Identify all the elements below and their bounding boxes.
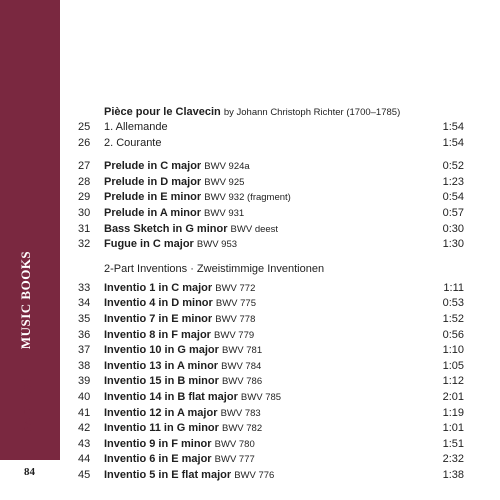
track-row: [78, 421, 464, 437]
track-number: 36: [78, 328, 91, 341]
track-title: [104, 468, 274, 484]
track-catalog-number: BWV 781: [221, 345, 263, 357]
track-name: Inventio 10 in G major: [104, 344, 219, 357]
track-title: [104, 222, 278, 238]
track-name: Prelude in A minor: [104, 206, 201, 219]
track-catalog-number: BWV 784: [221, 360, 262, 372]
track-duration: 1:01: [442, 422, 464, 435]
track-catalog-number: BWV 931: [204, 207, 245, 219]
track-title: [104, 374, 262, 390]
track-title: [104, 437, 255, 453]
track-catalog-number: BWV deest: [230, 223, 279, 235]
track-name: Inventio 5 in E flat major: [104, 468, 232, 481]
track-row: [78, 281, 464, 297]
track-title: [104, 281, 255, 297]
track-number: 26: [78, 136, 91, 149]
volume-title: BACH 333: [20, 378, 35, 434]
track-catalog-number: BWV 777: [214, 454, 255, 466]
track-name: Inventio 4 in D minor: [104, 297, 213, 310]
track-number: 45: [78, 468, 91, 481]
page-number: 84: [24, 466, 35, 478]
track-row: [78, 390, 464, 406]
track-name: Inventio 15 in B minor: [104, 375, 219, 388]
track-number: 27: [78, 160, 91, 173]
track-catalog-number: BWV 924a: [204, 161, 250, 173]
track-number: 35: [78, 312, 91, 325]
track-row: [78, 359, 464, 375]
track-number: 32: [78, 238, 91, 251]
track-duration: 1:54: [442, 136, 464, 149]
track-name: Inventio 9 in F minor: [104, 437, 212, 450]
track-row: [78, 296, 464, 312]
tracklist: [78, 104, 464, 483]
track-number: 37: [78, 344, 91, 357]
track-duration: 1:10: [442, 344, 464, 357]
track-number: 33: [78, 281, 91, 294]
track-number: 42: [78, 422, 91, 435]
track-name: Inventio 12 in A major: [104, 406, 218, 419]
track-row: [78, 437, 464, 453]
track-number: 40: [78, 390, 91, 403]
track-row: [78, 190, 464, 206]
track-title: [104, 136, 161, 152]
track-catalog-number: BWV 925: [204, 176, 245, 188]
track-duration: 0:53: [442, 297, 464, 310]
track-duration: 2:01: [442, 390, 464, 403]
track-duration: 0:54: [442, 191, 464, 204]
track-catalog-number: BWV 772: [215, 282, 256, 294]
track-duration: 1:30: [442, 238, 464, 251]
track-row: [78, 237, 464, 253]
track-name: Prelude in E minor: [104, 191, 202, 204]
track-title: [104, 206, 244, 222]
track-catalog-number: BWV 783: [220, 407, 261, 419]
track-name: 1. Allemande: [104, 121, 168, 133]
track-duration: 1:12: [442, 375, 464, 388]
track-row: [78, 159, 464, 175]
track-duration: 1:05: [442, 359, 464, 372]
track-duration: 0:52: [442, 160, 464, 173]
track-duration: 1:52: [442, 312, 464, 325]
track-row: [78, 406, 464, 422]
track-catalog-number: BWV 780: [214, 438, 255, 450]
track-title: [104, 343, 262, 359]
track-number: 38: [78, 359, 91, 372]
track-title: [104, 421, 262, 437]
track-name: Inventio 1 in C major: [104, 281, 213, 294]
track-catalog-number: BWV 779: [214, 329, 255, 341]
track-name: Inventio 8 in F major: [104, 328, 211, 341]
track-name: Fugue in C major: [104, 238, 194, 251]
track-duration: 0:56: [442, 328, 464, 341]
track-row: [78, 312, 464, 328]
track-duration: 1:38: [442, 468, 464, 481]
track-row: [78, 343, 464, 359]
track-name: Inventio 14 in B flat major: [104, 390, 238, 403]
track-name: Inventio 13 in A minor: [104, 359, 219, 372]
track-name: 2. Courante: [104, 136, 162, 149]
track-duration: 1:19: [442, 406, 464, 419]
track-name: Prelude in C major: [104, 160, 202, 173]
track-number: 34: [78, 297, 91, 310]
track-duration: 0:57: [442, 206, 464, 219]
series-title: MUSIC BOOKS: [18, 250, 33, 350]
track-title: [104, 190, 291, 206]
track-row: [78, 374, 464, 390]
track-title: [104, 175, 244, 191]
spacer: [78, 151, 464, 159]
section-title: Pièce pour le Clavecin: [104, 106, 221, 118]
track-number: 41: [78, 406, 91, 419]
track-catalog-number: BWV 785: [240, 391, 282, 403]
track-row: [78, 120, 464, 136]
track-catalog-number: BWV 775: [215, 298, 256, 310]
track-number: 44: [78, 453, 91, 466]
track-row: [78, 452, 464, 468]
track-number: 25: [78, 121, 91, 133]
track-duration: 2:32: [442, 453, 464, 466]
track-title: [104, 120, 168, 136]
track-title: [104, 312, 255, 328]
track-row: [78, 206, 464, 222]
track-catalog-number: BWV 786: [221, 376, 263, 388]
track-duration: 0:30: [442, 222, 464, 235]
track-name: Inventio 11 in G minor: [104, 422, 219, 435]
track-row: [78, 328, 464, 344]
track-title: [104, 390, 281, 406]
track-row: [78, 222, 464, 238]
track-name: Inventio 7 in E minor: [104, 312, 213, 325]
track-catalog-number: BWV 782: [221, 423, 263, 435]
section-2-tracks: [78, 159, 464, 253]
track-duration: 1:23: [442, 175, 464, 188]
track-row: [78, 175, 464, 191]
track-number: 39: [78, 375, 91, 388]
track-number: 43: [78, 437, 91, 450]
spacer: [78, 253, 464, 261]
track-number: 28: [78, 175, 91, 188]
section-composer: by Johann Christoph Richter (1700–1785): [223, 107, 401, 118]
track-row: [78, 468, 464, 484]
track-name: Inventio 6 in E major: [104, 453, 212, 466]
section-3-tracks: [78, 281, 464, 484]
section-1-tracks: [78, 120, 464, 151]
track-title: [104, 328, 254, 344]
track-number: 29: [78, 191, 91, 204]
track-name: Bass Sketch in G minor: [104, 222, 228, 235]
track-number: 31: [78, 222, 91, 235]
section-heading-inventions: 2-Part Inventions · Zweistimmige Inventionen: [104, 262, 325, 275]
track-catalog-number: BWV 776: [234, 469, 275, 481]
track-title: [104, 406, 261, 422]
track-title: [104, 452, 255, 468]
track-catalog-number: BWV 953: [196, 239, 238, 251]
track-catalog-number: BWV 778: [215, 313, 256, 325]
track-catalog-number: BWV 932 (fragment): [204, 192, 291, 204]
track-number: 30: [78, 206, 91, 219]
track-title: [104, 237, 237, 253]
track-title: [104, 359, 261, 375]
track-duration: 1:54: [442, 121, 464, 133]
track-title: [104, 296, 256, 312]
section-heading: [78, 104, 464, 120]
track-row: [78, 136, 464, 152]
track-duration: 1:11: [443, 281, 464, 294]
track-title: [104, 159, 250, 175]
track-duration: 1:51: [442, 437, 464, 450]
track-name: Prelude in D major: [104, 175, 202, 188]
